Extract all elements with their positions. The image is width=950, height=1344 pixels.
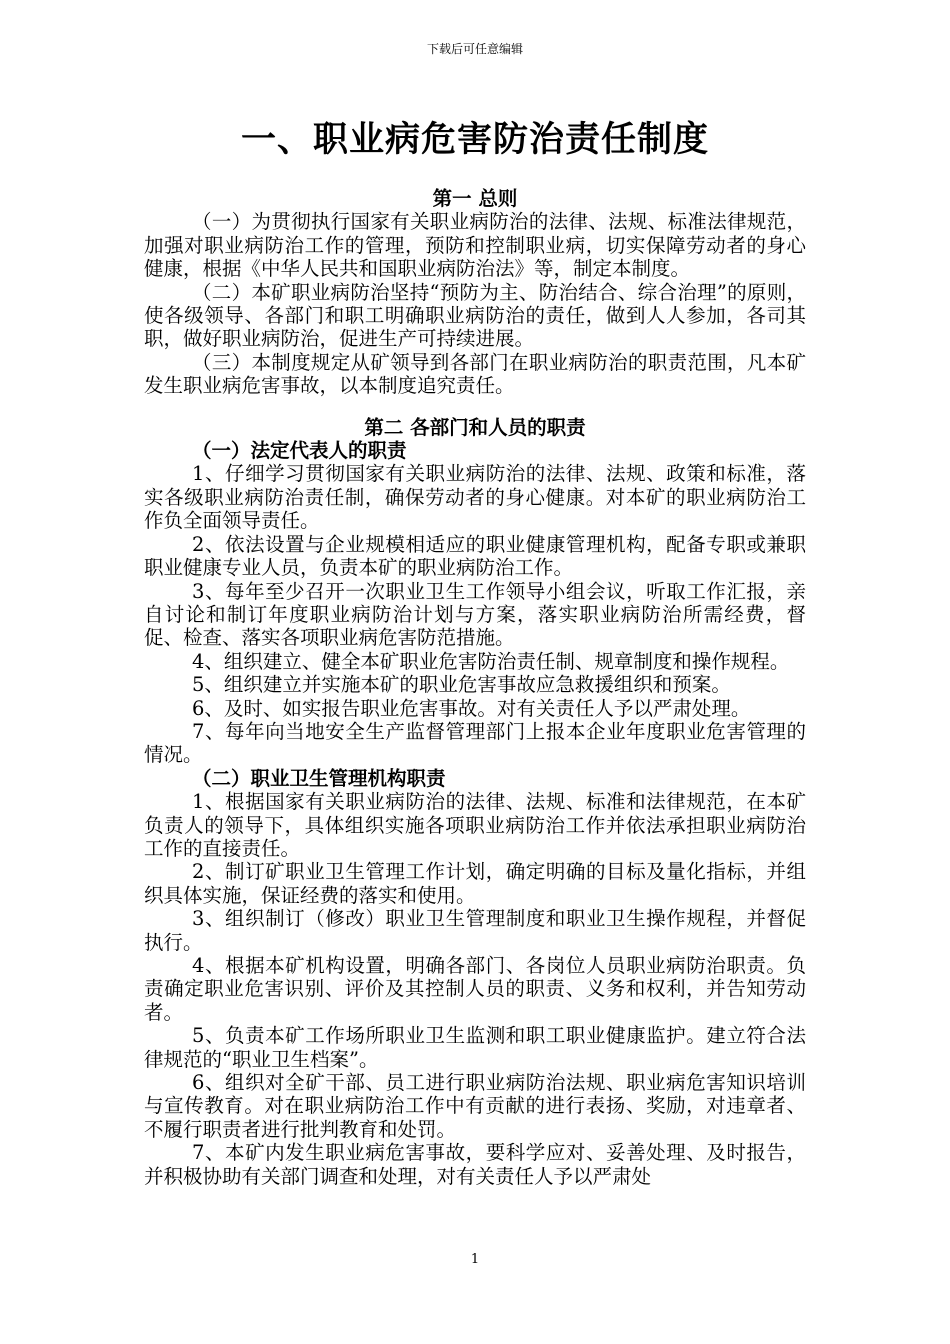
paragraph: 1、根据国家有关职业病防治的法律、法规、标准和法律规范，在本矿负责人的领导下，具体组织实施各项职业病防治工作并依法承担职业病防治工作的直接责任。 [144, 790, 806, 860]
page-number: 1 [470, 1252, 480, 1267]
paragraph: 4、组织建立、健全本矿职业危害防治责任制、规章制度和操作规程。 [192, 649, 790, 673]
paragraph: 5、组织建立并实施本矿的职业危害事故应急救援组织和预案。 [192, 673, 731, 697]
paragraph: （一）为贯彻执行国家有关职业病防治的法律、法规、标准法律规范，加强对职业病防治工作的管理，预防和控制职业病，切实保障劳动者的身心健康，根据《中华人民共和国职业病防治法》等，制定本制度。 [144, 210, 806, 281]
paragraph: 7、本矿内发生职业病危害事故，要科学应对、妥善处理、及时报告，并积极协助有关部门调查和处理，对有关责任人予以严肃处 [144, 1141, 806, 1188]
paragraph: 5、负责本矿工作场所职业卫生监测和职工职业健康监护。建立符合法律规范的“职业卫生档案”。 [144, 1024, 806, 1071]
section-title-general: 第一 总则 [432, 187, 518, 210]
paragraph: 1、仔细学习贯彻国家有关职业病防治的法律、法规、政策和标准，落实各级职业病防治责任制，确保劳动者的身心健康。对本矿的职业病防治工作负全面领导责任。 [144, 462, 806, 533]
paragraph: 2、制订矿职业卫生管理工作计划，确定明确的目标及量化指标，并组织具体实施，保证经费的落实和使用。 [144, 860, 806, 907]
subsection-heading-occupational-health-agency: （二）职业卫生管理机构职责 [192, 766, 446, 790]
paragraph: 2、依法设置与企业规模相适应的职业健康管理机构，配备专职或兼职职业健康专业人员，负责本矿的职业病防治工作。 [144, 532, 806, 580]
document-title: 一、职业病危害防治责任制度 [240, 119, 709, 160]
document-body [144, 182, 806, 1188]
paragraph: 7、每年向当地安全生产监督管理部门上报本企业年度职业危害管理的情况。 [144, 719, 806, 767]
paragraph: 3、组织制订（修改）职业卫生管理制度和职业卫生操作规程，并督促执行。 [144, 907, 806, 954]
paragraph: （三）本制度规定从矿领导到各部门在职业病防治的职责范围，凡本矿发生职业病危害事故，以本制度追究责任。 [144, 350, 806, 398]
paragraph: 4、根据本矿机构设置，明确各部门、各岗位人员职业病防治职责。负责确定职业危害识别、评价及其控制人员的职责、义务和权利，并告知劳动者。 [144, 954, 806, 1024]
section-title-duties: 第二 各部门和人员的职责 [364, 415, 586, 439]
page-header-note: 下载后可任意编辑 [426, 42, 523, 56]
subsection-heading-legal-representative: （一）法定代表人的职责 [192, 439, 407, 463]
paragraph: 6、及时、如实报告职业危害事故。对有关责任人予以严肃处理。 [192, 696, 751, 720]
paragraph: 3、每年至少召开一次职业卫生工作领导小组会议，听取工作汇报，亲自讨论和制订年度职业病防治计划与方案，落实职业病防治所需经费，督促、检查、落实各项职业病危害防范措施。 [144, 579, 806, 650]
paragraph: 6、组织对全矿干部、员工进行职业病防治法规、职业病危害知识培训与宣传教育。对在职业病防治工作中有贡献的进行表扬、奖励，对违章者、不履行职责者进行批判教育和处罚。 [144, 1071, 806, 1141]
paragraph: （二）本矿职业病防治坚持“预防为主、防治结合、综合治理”的原则，使各级领导、各部门和职工明确职业病防治的责任，做到人人参加，各司其职，做好职业病防治，促进生产可持续进展。 [144, 280, 806, 351]
